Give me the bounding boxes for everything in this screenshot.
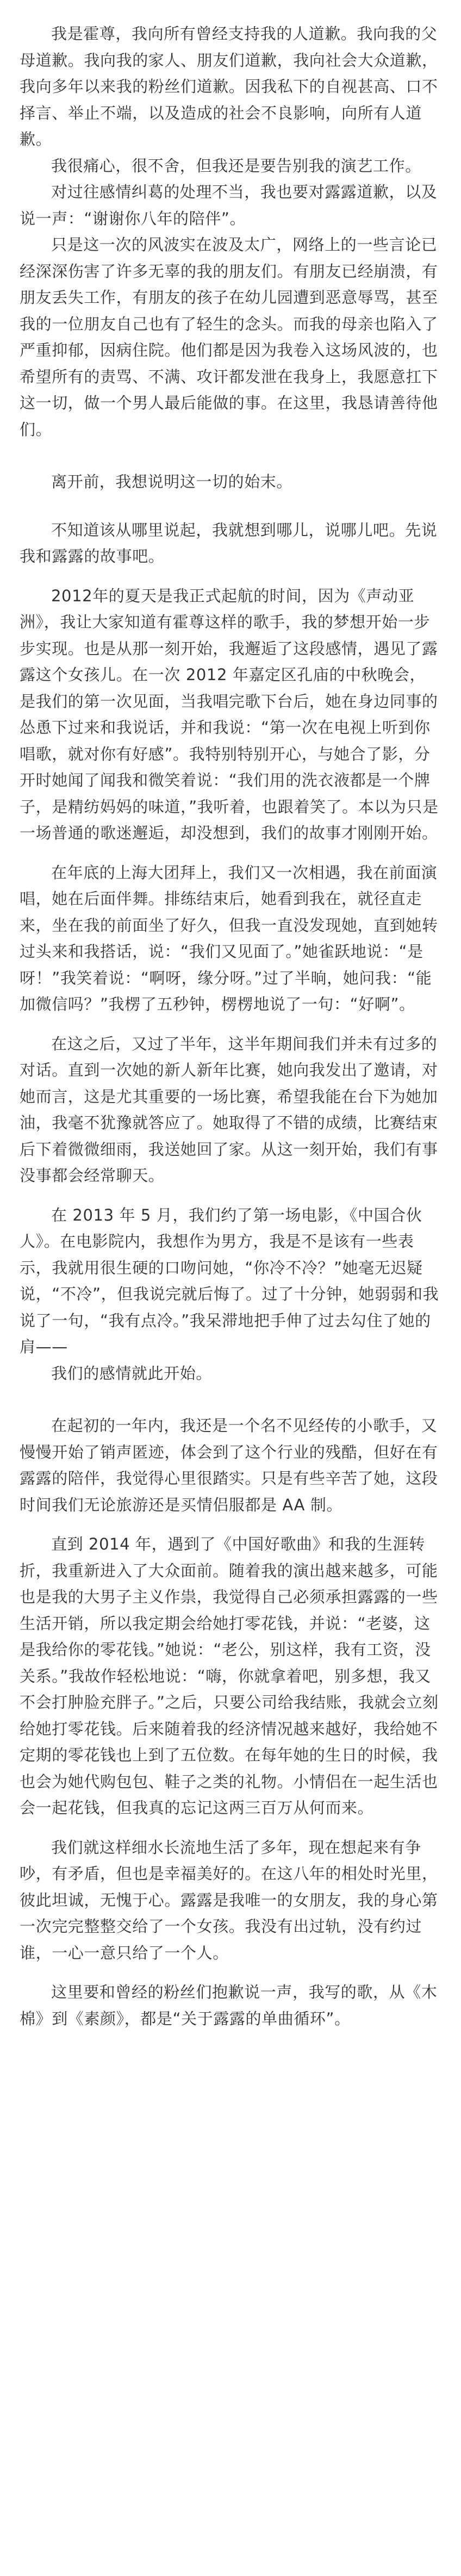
eight-years-paragraph: 我们就这样细水长流地生活了多年，现在想起来有争吵，有矛盾，但也是幸福美好的。在这八年的相处时光里，彼此坦诚，无愧于心。露露是我唯一的女朋友，我的身心第一次完完整整交给了一个女孩。我没有出过轨，没有约过谁，一心一意只给了一个人。 [20,1838,438,1962]
first-movie-paragraph: 在 2013 年 5 月，我们约了第一场电影，《中国合伙人》。在电影院内，我想作为男方，我是不是该有一些表示，我就用很生硬的口吻问她，“你冷不冷？”她毫无迟疑说，“不冷”，但我说完就后悔了。过了十分钟，她弱弱和我说了一句，“我有点冷。”我呆滞地把手伸了过去勾住了她的肩—— [20,1205,439,1356]
impact-paragraph: 只是这一次的风波实在波及太广，网络上的一些言论已经深深伤害了许多无辜的我的朋友们。有朋友已经崩溃，有朋友丢失工作，有朋友的孩子在幼儿园遭到恶意辱骂，甚至我的一位朋友自己也有了轻生的念头。而我的母亲也陷入了严重抑郁，因病住院。他们都是因为我卷入这场风波的，也希望所有的责骂、不满、攻讦都发泄在我身上，我愿意扛下这一切，做一个男人最后能做的事。在这里，我恳请善待他们。 [20,235,438,439]
relationship-start-paragraph: 我们的感情就此开始。 [51,1364,213,1383]
songs-paragraph: 这里要和曾经的粉丝们抱歉说一声，我写的歌，从《木棉》到《素颜》，都是“关于露露的单曲循环”。 [20,1983,438,2028]
farewell-paragraph: 我很痛心，很不舍，但我还是要告别我的演艺工作。 [51,156,421,175]
article-body [20,21,441,2032]
first-meeting-paragraph: 2012年的夏天是我正式起航的时间，因为《声动亚洲》，我让大家知道有霍尊这样的歌手，我的梦想开始一步步实现。也是从那一刻开始，我邂逅了这段感情，遇见了露露这个女孩儿。在一次 2012 年嘉定区孔庙的中秋晚会，是我们的第一次见面，当我唱完歌下台后，她在身边同事的怂恿下过来和我说话，并和我说：“第一次在电视上听到你唱歌，就对你有好感”。我特别特别开心，与她合了影，分开时她闻了闻我和微笑着说：“我们用的洗衣液都是一个牌子，是精纺妈妈的味道，”我听着，也跟着笑了。本以为只是一场普通的歌迷邂逅，却没想到，我们的故事才刚刚开始。 [20,586,439,842]
explanation-intro-paragraph: 离开前，我想说明这一切的始末。 [51,472,293,491]
career-turn-paragraph: 直到 2014 年，遇到了《中国好歌曲》和我的生涯转折，我重新进入了大众面前。随着我的演出越来越多，可能也是我的大男子主义作祟，我觉得自己必须承担露露的一些生活开销，所以我定期会给她打零花钱，并说：“老婆，这是我给你的零花钱。”她说：“老公，别这样，我有工资，没关系。”我故作轻松地说：“嗨，你就拿着吧，别多想，我又不会打肿脸充胖子。”之后，只要公司给我结账，我就会立刻给她打零花钱。后来随着我的经济情况越来越好，我给她不定期的零花钱也上到了五位数。在每年她的生日的时候，我也会为她代购包包、鞋子之类的礼物。小情侣在一起生活也会一起花钱，但我真的忘记这两三百万从何而来。 [20,1535,439,1817]
story-intro-paragraph: 不知道该从哪里说起，我就想到哪儿，说哪儿吧。先说我和露露的故事吧。 [20,520,438,565]
competition-paragraph: 在这之后，又过了半年，这半年期间我们并未有过多的对话。直到一次她的新人新年比赛，她向我发出了邀请，对她而言，这是尤其重要的一场比赛，希望我能在台下为她加油，我毫不犹豫就答应了。她取得了不错的成绩，比赛结束后下着微微细雨，我送她回了家。从这一刻开始，我们有事没事都会经常聊天。 [20,1034,438,1185]
second-meeting-paragraph: 在年底的上海大团拜上，我们又一次相遇，我在前面演唱，她在后面伴舞。排练结束后，她看到我在，就径直走来，坐在我的前面坐了好久，但我一直没发现她，直到她转过头来和我搭话，说：“我们又见面了。”她雀跃地说：“是呀！”我笑着说：“啊呀，缘分呀。”过了半晌，她问我：“能加微信吗？”我楞了五秒钟，楞楞地说了一句：“好啊”。 [20,863,438,1013]
early-years-paragraph: 在起初的一年内，我还是一个名不见经传的小歌手，又慢慢开始了销声匿迹，体会到了这个行业的残酷，但好在有露露的陪伴，我觉得心里很踏实。只是有些辛苦了她，这段时间我们无论旅游还是买情侣服都是 AA 制。 [20,1416,438,1514]
apology-to-lulu-paragraph: 对过往感情纠葛的处理不当，我也要对露露道歉，以及说一声：“谢谢你八年的陪伴”。 [20,183,438,228]
apology-paragraph: 我是霍尊，我向所有曾经支持我的人道歉。我向我的父母道歉。我向我的家人、朋友们道歉，我向社会大众道歉，我向多年以来我的粉丝们道歉。因我私下的自视甚高、口不择言、举止不端，以及造成的社会不良影响，向所有人道歉。 [20,24,438,148]
